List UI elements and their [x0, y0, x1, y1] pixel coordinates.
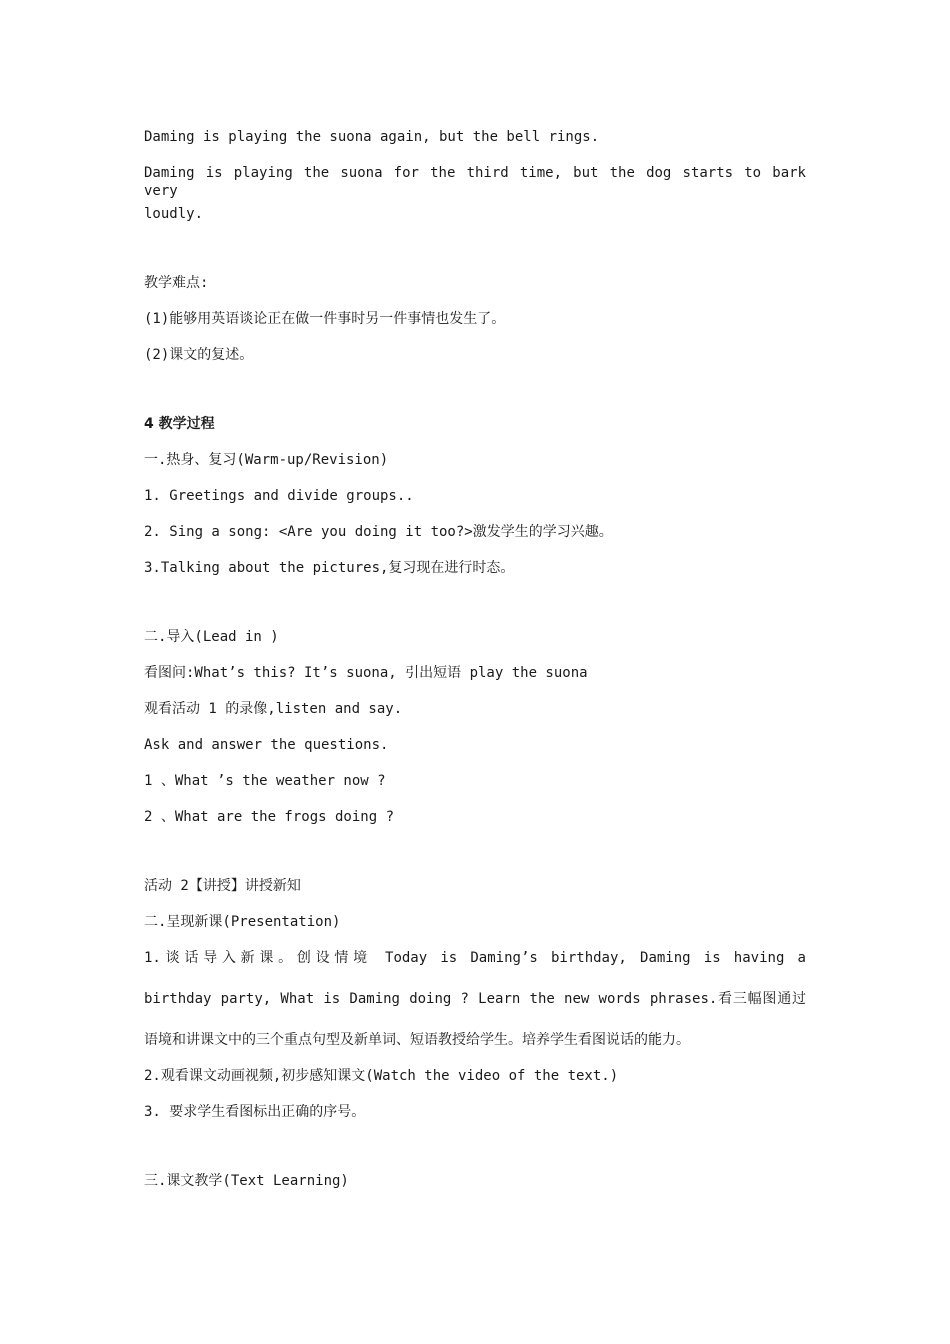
subsection-heading: 二.呈现新课(Presentation) — [144, 914, 341, 930]
text-line: loudly. — [144, 206, 204, 222]
subsection-heading: 三.课文教学(Text Learning) — [144, 1173, 349, 1189]
subsection-heading: 二.导入(Lead in ) — [144, 629, 279, 645]
text-line: 2 、What are the frogs doing ? — [144, 809, 395, 825]
text-line: 1. Greetings and divide groups.. — [144, 488, 414, 504]
text-line: 看图问:What’s this? It’s suona, 引出短语 play the suona — [144, 665, 588, 681]
text-line: 3.Talking about the pictures,复习现在进行时态。 — [144, 560, 515, 576]
text-line: (2)课文的复述。 — [144, 347, 254, 363]
text-line: 3. 要求学生看图标出正确的序号。 — [144, 1104, 366, 1120]
activity-heading: 活动 2【讲授】讲授新知 — [144, 878, 301, 894]
text-line: Daming is playing the suona for the third time, but the dog starts to bark very — [144, 165, 806, 199]
text-line: 语境和讲课文中的三个重点句型及新单词、短语教授给学生。培养学生看图说话的能力。 — [144, 1032, 690, 1048]
section-label: 教学难点: — [144, 275, 209, 291]
text-line: 2. Sing a song: <Are you doing it too?>激发学生的学习兴趣。 — [144, 524, 613, 540]
text-line: (1)能够用英语谈论正在做一件事时另一件事情也发生了。 — [144, 311, 506, 327]
text-line: birthday party, What is Daming doing ? Learn the new words phrases.看三幅图通过 — [144, 991, 806, 1007]
subsection-heading: 一.热身、复习(Warm-up/Revision) — [144, 452, 389, 468]
text-line: 2.观看课文动画视频,初步感知课文(Watch the video of the text.) — [144, 1068, 619, 1084]
text-line: 1.谈话导入新课。创设情境 Today is Daming’s birthday, Daming is having a — [144, 950, 806, 966]
text-line: Ask and answer the questions. — [144, 737, 389, 753]
text-line: 1 、What ’s the weather now ? — [144, 773, 386, 789]
text-line: 观看活动 1 的录像,listen and say. — [144, 701, 403, 717]
text-line: Daming is playing the suona again, but the bell rings. — [144, 129, 600, 145]
section-heading: 4 教学过程 — [144, 416, 215, 432]
